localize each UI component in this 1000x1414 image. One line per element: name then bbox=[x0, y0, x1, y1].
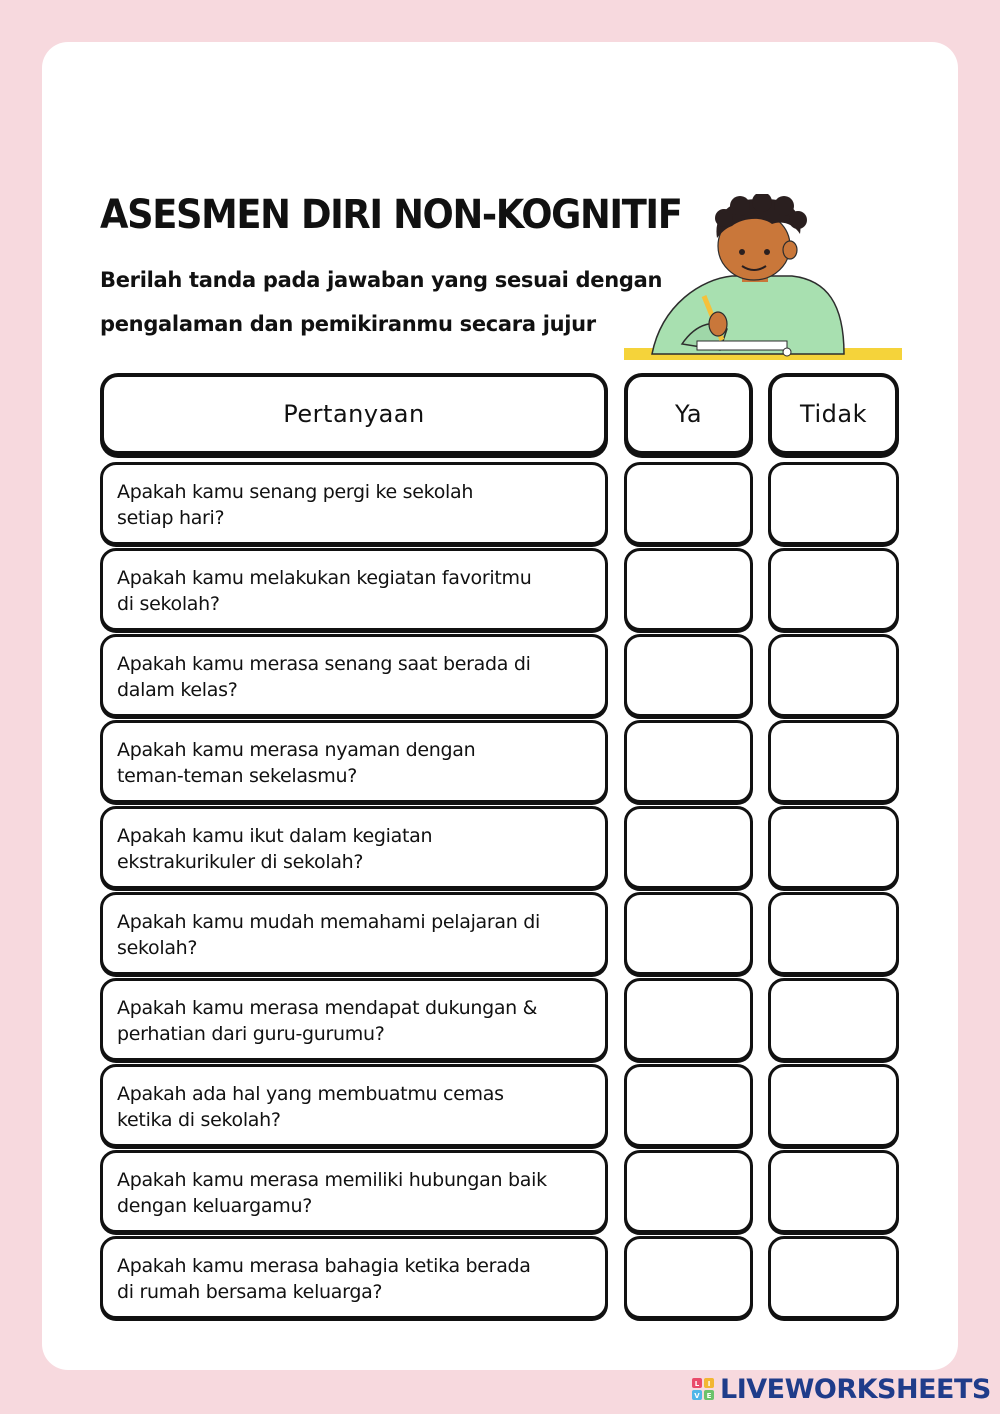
question-text-line-1: Apakah kamu merasa nyaman dengan bbox=[117, 739, 476, 761]
question-text-line-1: Apakah kamu mudah memahami pelajaran di bbox=[117, 911, 540, 933]
question-text-line-1: Apakah ada hal yang membuatmu cemas bbox=[117, 1083, 504, 1105]
instructions bbox=[100, 258, 700, 346]
question-cell bbox=[100, 1150, 608, 1233]
answer-yes-checkbox[interactable] bbox=[624, 978, 753, 1061]
question-cell bbox=[100, 1064, 608, 1147]
question-text-line-2: di sekolah? bbox=[117, 593, 220, 615]
liveworksheets-brand[interactable] bbox=[692, 1374, 991, 1404]
answer-no-checkbox[interactable] bbox=[768, 548, 899, 631]
question-text-line-1: Apakah kamu ikut dalam kegiatan bbox=[117, 825, 433, 847]
instruction-line-1: Berilah tanda pada jawaban yang sesuai dengan bbox=[100, 268, 663, 292]
question-text-line-1: Apakah kamu merasa bahagia ketika berada bbox=[117, 1255, 531, 1277]
instruction-line-2: pengalaman dan pemikiranmu secara jujur bbox=[100, 312, 596, 336]
question-text-line-2: setiap hari? bbox=[117, 507, 225, 529]
header-yes: Ya bbox=[624, 373, 753, 455]
question-text-line-2: sekolah? bbox=[117, 937, 198, 959]
question-cell bbox=[100, 978, 608, 1061]
answer-no-checkbox[interactable] bbox=[768, 978, 899, 1061]
question-text-line-2: dengan keluargamu? bbox=[117, 1195, 312, 1217]
question-cell bbox=[100, 1236, 608, 1319]
question-text-line-1: Apakah kamu merasa memiliki hubungan baik bbox=[117, 1169, 547, 1191]
answer-no-checkbox[interactable] bbox=[768, 720, 899, 803]
liveworksheets-logo-icon bbox=[692, 1378, 714, 1400]
question-text-line-2: perhatian dari guru-gurumu? bbox=[117, 1023, 385, 1045]
answer-no-checkbox[interactable] bbox=[768, 892, 899, 975]
answer-yes-checkbox[interactable] bbox=[624, 806, 753, 889]
answer-yes-checkbox[interactable] bbox=[624, 548, 753, 631]
question-text-line-1: Apakah kamu senang pergi ke sekolah bbox=[117, 481, 474, 503]
question-text-line-2: ketika di sekolah? bbox=[117, 1109, 281, 1131]
question-cell bbox=[100, 634, 608, 717]
question-text-line-2: di rumah bersama keluarga? bbox=[117, 1281, 383, 1303]
logo-letter: E bbox=[706, 1392, 712, 1400]
answer-yes-checkbox[interactable] bbox=[624, 1150, 753, 1233]
logo-letter: I bbox=[707, 1380, 711, 1388]
logo-letter: V bbox=[694, 1392, 700, 1400]
header-question: Pertanyaan bbox=[100, 373, 608, 455]
question-text-line-2: teman-teman sekelasmu? bbox=[117, 765, 358, 787]
question-text-line-2: ekstrakurikuler di sekolah? bbox=[117, 851, 364, 873]
question-text-line-1: Apakah kamu melakukan kegiatan favoritmu bbox=[117, 567, 532, 589]
logo-letter: L bbox=[694, 1380, 700, 1388]
page-title: ASESMEN DIRI NON-KOGNITIF bbox=[100, 192, 682, 238]
question-cell bbox=[100, 462, 608, 545]
liveworksheets-wordmark: LIVEWORKSHEETS bbox=[720, 1373, 991, 1405]
question-text-line-1: Apakah kamu merasa senang saat berada di bbox=[117, 653, 531, 675]
question-cell bbox=[100, 548, 608, 631]
answer-no-checkbox[interactable] bbox=[768, 1236, 899, 1319]
answer-yes-checkbox[interactable] bbox=[624, 462, 753, 545]
student-writing-illustration bbox=[622, 194, 904, 368]
question-cell bbox=[100, 892, 608, 975]
answer-no-checkbox[interactable] bbox=[768, 806, 899, 889]
question-text-line-2: dalam kelas? bbox=[117, 679, 238, 701]
answer-no-checkbox[interactable] bbox=[768, 1150, 899, 1233]
paper bbox=[697, 341, 787, 350]
answer-yes-checkbox[interactable] bbox=[624, 634, 753, 717]
answer-yes-checkbox[interactable] bbox=[624, 720, 753, 803]
answer-yes-checkbox[interactable] bbox=[624, 1236, 753, 1319]
answer-no-checkbox[interactable] bbox=[768, 634, 899, 717]
question-text-line-1: Apakah kamu merasa mendapat dukungan & bbox=[117, 997, 538, 1019]
question-cell bbox=[100, 720, 608, 803]
answer-no-checkbox[interactable] bbox=[768, 462, 899, 545]
answer-yes-checkbox[interactable] bbox=[624, 1064, 753, 1147]
header-no: Tidak bbox=[768, 373, 899, 455]
answer-yes-checkbox[interactable] bbox=[624, 892, 753, 975]
question-cell bbox=[100, 806, 608, 889]
answer-no-checkbox[interactable] bbox=[768, 1064, 899, 1147]
